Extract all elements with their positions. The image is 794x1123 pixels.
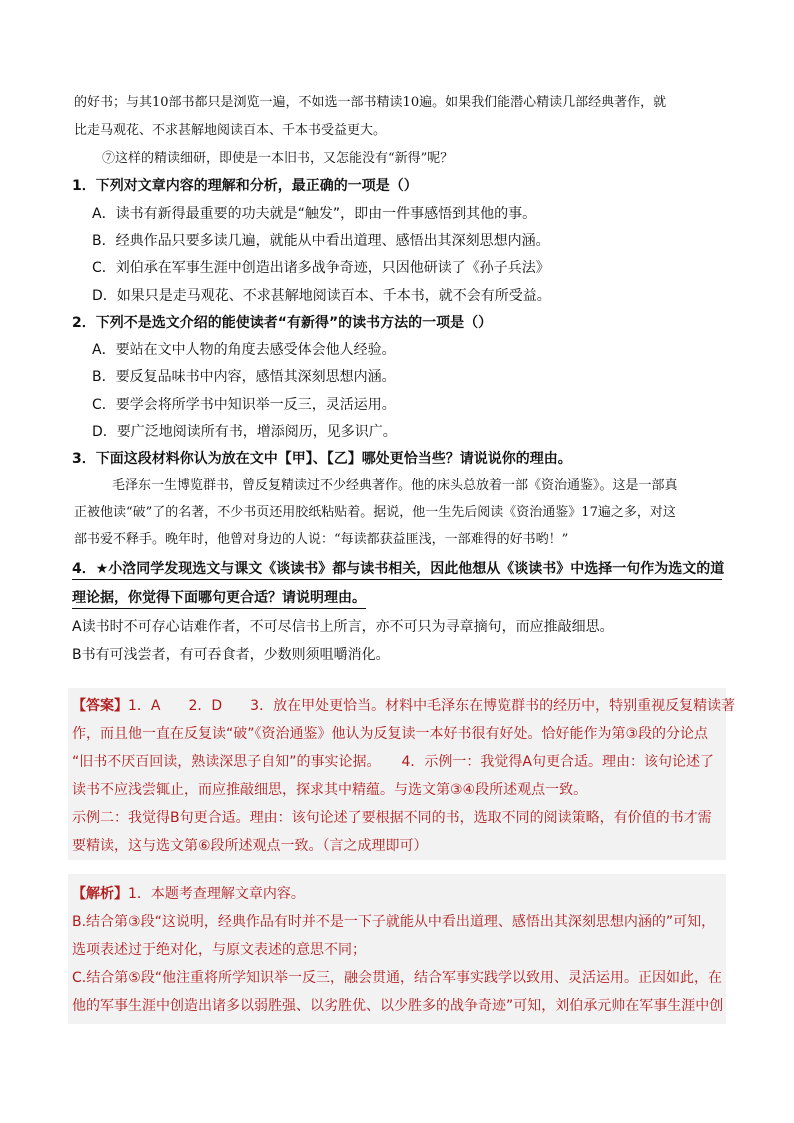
question-3-material-line: 部书爱不释手。晚年时，他曾对身边的人说：“每读都获益匪浅，一部难得的好书哟！” xyxy=(74,532,569,547)
answer-line: 要精读，这与选文第⑥段所述观点一致。（言之成理即可） xyxy=(72,838,428,854)
question-1-stem: 1．下列对文章内容的理解和分析，最正确的一项是（） xyxy=(72,178,418,194)
question-3-stem: 3．下面这段材料你认为放在文中【甲】、【乙】哪处更恰当些？请说说你的理由。 xyxy=(72,451,572,467)
question-2-option-b: B．要反复品味书中内容，感悟其深刻思想内涵。 xyxy=(92,369,396,385)
question-3-material-line: 正被他读“破”了的名著，不少书页还用胶纸粘贴着。据说，他一生先后阅读《资治通鉴》17遍之多，对这 xyxy=(74,505,676,520)
question-1-option-a: A．读书有新得最重要的功夫就是“触发”，即由一件事感悟到其他的事。 xyxy=(92,206,537,222)
question-1-option-b: B．经典作品只要多读几遍，就能从中看出道理、感悟出其深刻思想内涵。 xyxy=(92,233,550,249)
question-4-option-b: B书有可浅尝者，有可吞食者，少数则须咀嚼消化。 xyxy=(72,647,390,663)
passage-line: ⑦这样的精读细研，即使是一本旧书，又怎能没有“新得”呢？ xyxy=(102,151,454,166)
answer-line: 读书不应浅尝辄止，而应推敲细思，探求其中精蕴。与选文第③④段所述观点一致。 xyxy=(72,782,588,798)
underline xyxy=(72,608,366,609)
question-3-material-line: 毛泽东一生博览群书，曾反复精读过不少经典著作。他的床头总放着一部《资治通鉴》。这是一部真 xyxy=(112,478,678,493)
answer-line: 1．A 2．D 3．放在甲处更恰当。材料中毛泽东在博览群书的经历中，特别重视反复精读著 xyxy=(128,698,736,714)
question-4-option-a: A读书时不可存心诘难作者，不可尽信书上所言，亦不可只为寻章摘句，而应推敲细思。 xyxy=(72,619,614,635)
question-1-option-c: C．刘伯承在军事生涯中创造出诸多战争奇迹，只因他研读了《孙子兵法》 xyxy=(92,260,550,276)
question-1-option-d: D．如果只是走马观花、不求甚解地阅读百本、千本书，就不会有所受益。 xyxy=(92,288,551,304)
question-4-stem: 4．★小浛同学发现选文与课文《谈读书》都与读书相关，因此他想从《谈读书》中选择一句作为选文的道 xyxy=(72,561,725,577)
analysis-line: C.结合第⑤段“他注重将所学知识举一反三，融会贯通，结合军事实践学以致用、灵活运用。正因如此，在 xyxy=(72,970,723,986)
passage-line: 比走马观花、不求甚解地阅读百本、千本书受益更大。 xyxy=(74,123,387,138)
question-2-option-c: C．要学会将所学书中知识举一反三，灵活运用。 xyxy=(92,397,396,413)
question-2-option-a: A．要站在文中人物的角度去感受体会他人经验。 xyxy=(92,342,396,358)
question-4-stem: 理论据，你觉得下面哪句更合适？请说明理由。 xyxy=(72,590,366,606)
passage-line: 的好书；与其10部书都只是浏览一遍，不如选一部书精读10遍。如果我们能潜心精读几部经典著作，就 xyxy=(74,95,667,110)
analysis-line: 选项表述过于绝对化，与原文表述的意思不同； xyxy=(72,942,366,958)
answer-line: “旧书不厌百回读，熟读深思子自知”的事实论据。 4．示例一：我觉得A句更合适。理由：该句论述了 xyxy=(72,754,714,770)
answer-line: 作，而且他一直在反复读“破”《资治通鉴》他认为反复读一本好书很有好处。恰好能作为第③段的分论点 xyxy=(72,726,709,742)
answer-line: 示例二：我觉得B句更合适。理由：该句论述了要根据不同的书，选取不同的阅读策略，有价值的书才需 xyxy=(72,810,712,826)
analysis-line: 他的军事生涯中创造出诸多以弱胜强、以劣胜优、以少胜多的战争奇迹”可知，刘伯承元帅在军事生涯中创 xyxy=(72,998,724,1014)
question-2-stem: 2．下列不是选文介绍的能使读者“有新得”的读书方法的一项是（） xyxy=(72,315,493,331)
answer-tag: 【答案】 xyxy=(72,698,128,714)
analysis-line: B.结合第③段“这说明，经典作品有时并不是一下子就能从中看出道理、感悟出其深刻思想内涵的”可知， xyxy=(72,914,716,930)
analysis-tag: 【解析】 xyxy=(72,886,128,902)
underline xyxy=(72,579,722,580)
question-2-option-d: D．要广泛地阅读所有书，增添阅历，见多识广。 xyxy=(92,424,397,440)
analysis-line: 1．本题考查理解文章内容。 xyxy=(128,886,305,902)
